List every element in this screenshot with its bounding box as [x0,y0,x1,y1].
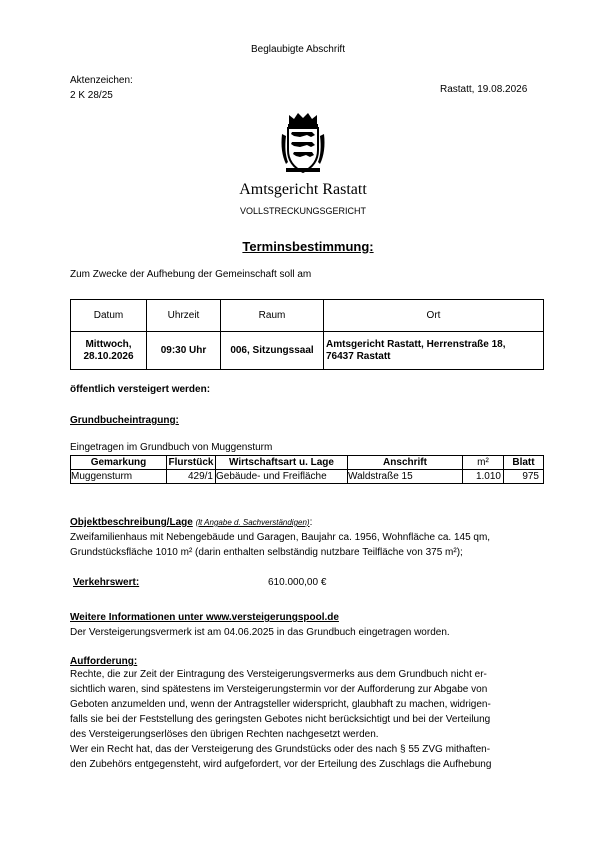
object-description-colon: : [309,517,313,528]
certified-copy-label: Beglaubigte Abschrift [251,44,345,55]
appointment-date-value: 28.10.2026 [83,350,134,362]
court-department: VOLLSTRECKUNGSGERICHT [239,206,367,216]
object-description-title: Objektbeschreibung/Lage [70,517,193,528]
market-value-label: Verkehrswert: [73,577,140,588]
request-line: Rechte, die zur Zeit der Eintragung des Versteigerungsvermerks aus dem Grundbuch nicht er- [70,669,487,680]
request-paragraph [70,667,540,772]
file-reference-label: Aktenzeichen: [70,75,133,86]
appointment-table-header [71,300,544,332]
intro-text: Zum Zwecke der Aufhebung der Gemeinschaft soll am [70,269,312,280]
request-line: sichtlich waren, sind spätestens im Versteigerungstermin vor der Aufforderung zur Abgabe von [70,684,488,695]
appointment-place-line1: Amtsgericht Rastatt, Herrenstraße 18, [326,338,506,350]
header-sheet: Blatt [504,456,544,470]
land-register-header [71,456,544,470]
land-register-heading: Grundbucheintragung: [70,415,179,426]
land-register-row [71,470,544,484]
header-usage: Wirtschaftsart u. Lage [216,456,348,470]
place-and-date: Rastatt, 19.08.2026 [440,84,528,95]
header-time: Uhrzeit [147,300,221,332]
land-register-table [70,455,544,484]
appointment-time: 09:30 Uhr [147,332,221,370]
header-parcel: Flurstück [168,457,214,468]
appointment-weekday: Mittwoch, [85,338,132,350]
auction-text: öffentlich versteigert werden: [70,384,211,395]
object-description-heading [70,517,312,529]
appointment-place [324,332,544,370]
object-description-line2: Grundstücksfläche 1010 m² (darin enthalten selbständig nutzbare Teilfläche von 375 m²); [70,547,463,558]
more-info-text: Der Versteigerungsvermerk ist am 04.06.2025 in das Grundbuch eingetragen worden. [70,627,450,638]
cell-district: Muggensturm [71,470,167,484]
request-line: den Zubehörs entgegensteht, wird aufgefordert, vor der Erteilung des Zuschlags die Aufhebung [70,759,492,770]
file-reference-value: 2 K 28/25 [70,90,113,101]
header-area: m² [463,456,504,470]
cell-area: 1.010 [463,470,504,484]
more-info-heading: Weitere Informationen unter www.versteigerungspool.de [70,612,339,623]
document-title: Terminsbestimmung: [242,239,374,254]
cell-address: Waldstraße 15 [348,470,463,484]
court-name: Amtsgericht Rastatt [239,181,367,198]
request-line: falls sie bei der Feststellung des geringsten Gebotes nicht berücksichtigt und bei der Verteilung [70,714,491,725]
appointment-date [71,332,147,370]
header-room: Raum [221,300,324,332]
appointment-table [70,299,544,370]
header-place: Ort [324,300,544,332]
land-register-intro: Eingetragen im Grundbuch von Muggensturm [70,442,273,453]
coat-of-arms-icon [280,112,326,174]
request-line: Geboten anzumelden und, wenn der Antragsteller widerspricht, glaubhaft zu machen, widrigen- [70,699,491,710]
request-line: Wer ein Recht hat, das der Versteigerung des Grundstücks oder des nach § 55 ZVG mithaften- [70,744,491,755]
cell-sheet: 975 [504,470,544,484]
request-line: des Versteigerungserlöses den übrigen Rechten nachgesetzt werden. [70,729,379,740]
market-value-amount: 610.000,00 € [268,577,327,588]
object-description-note: (lt Angabe d. Sachverständigen) [195,518,310,527]
header-district: Gemarkung [71,456,167,470]
cell-usage: Gebäude- und Freifläche [216,470,348,484]
appointment-table-row [71,332,544,370]
appointment-place-line2: 76437 Rastatt [326,350,391,362]
header-date: Datum [71,300,147,332]
header-address: Anschrift [348,456,463,470]
appointment-room: 006, Sitzungssaal [221,332,324,370]
object-description-line1: Zweifamilienhaus mit Nebengebäude und Garagen, Baujahr ca. 1956, Wohnfläche ca. 145 qm, [70,532,491,543]
request-heading: Aufforderung: [70,656,138,667]
cell-parcel: 429/1 [167,470,216,484]
